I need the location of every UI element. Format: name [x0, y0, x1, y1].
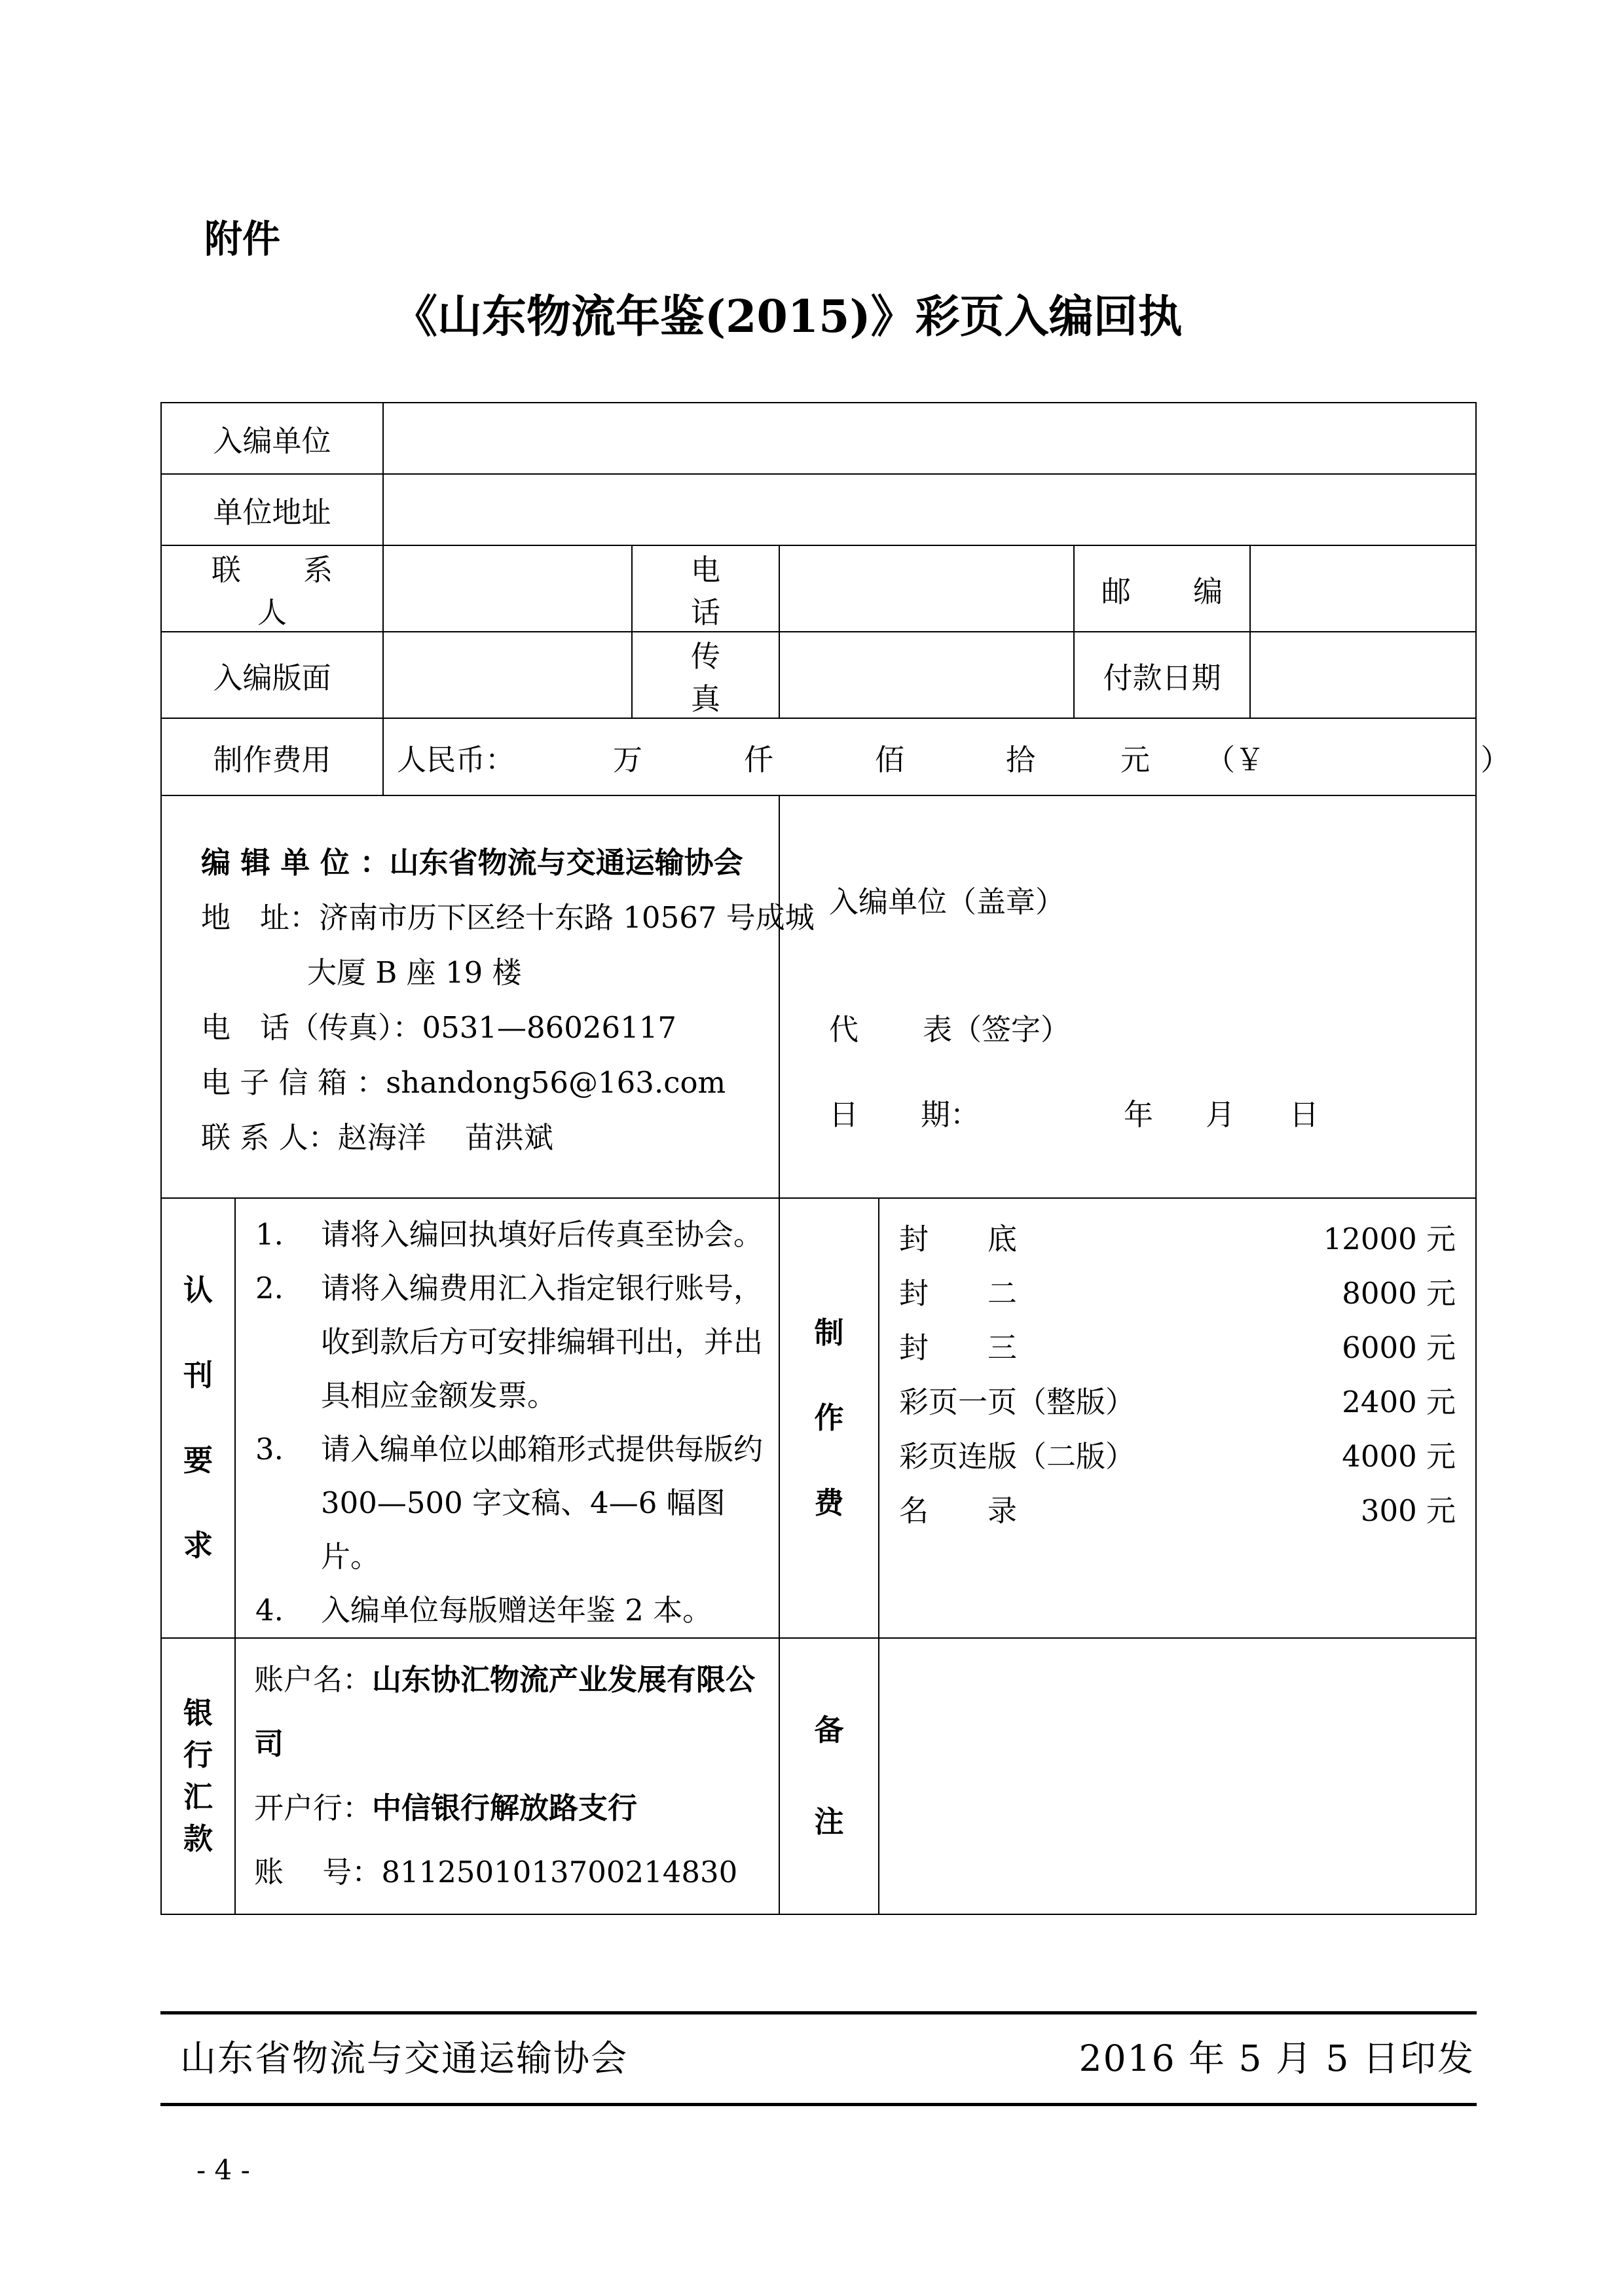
- list-item: 1. 请将入编回执填好后传真至协会。: [255, 1217, 764, 1252]
- fee-label: 制作费用: [161, 718, 383, 795]
- editor-contacts: 联 系 人：赵海洋 苗洪斌: [201, 1120, 553, 1155]
- editor-address-cont: 大厦 B 座 19 楼: [307, 955, 522, 990]
- editor-info: [161, 795, 815, 1198]
- editor-unit: 编 辑 单 位 ：山东省物流与交通运输协会: [201, 845, 743, 880]
- editor-phone: 电 话（传真）：0531—86026117: [201, 1010, 677, 1045]
- pricing-label: 制 作 费: [779, 1198, 879, 1638]
- account-name: 账户名：山东协汇物流产业发展有限公司: [254, 1662, 756, 1761]
- postcode-field[interactable]: [1250, 545, 1476, 632]
- fee-yuan: 元: [1120, 742, 1151, 777]
- price-row: 彩页一页（整版） 2400 元: [899, 1385, 1456, 1419]
- remarks-label: 备 注: [779, 1638, 879, 1914]
- fee-shi: 拾: [1006, 742, 1036, 777]
- list-item: 3. 请入编单位以邮箱形式提供每版约 300—500 字文稿、4—6 幅图片。: [255, 1432, 764, 1574]
- footer-top-rule: [160, 2011, 1477, 2014]
- price-row: 封 二 8000 元: [899, 1276, 1456, 1311]
- date-label-b: 期：: [921, 1097, 980, 1132]
- attachment-label: 附件: [204, 217, 281, 261]
- footer-bottom-rule: [160, 2103, 1477, 2106]
- requirements-list: [235, 1198, 779, 1638]
- stamp-area[interactable]: [779, 795, 1476, 1198]
- contact-label: 联 系 人: [161, 545, 383, 632]
- price-row: 彩页连版（二版） 4000 元: [899, 1439, 1456, 1474]
- remarks-field[interactable]: [879, 1638, 1476, 1914]
- address-field[interactable]: [383, 474, 1476, 545]
- unit-field[interactable]: [383, 403, 1476, 474]
- fee-qian: 仟: [744, 742, 774, 777]
- pay-date-field[interactable]: [1250, 632, 1476, 718]
- phone-field[interactable]: [779, 545, 1074, 632]
- postcode-label: 邮 编: [1074, 545, 1250, 632]
- fax-field[interactable]: [779, 632, 1074, 718]
- section-label: 入编版面: [161, 632, 383, 718]
- price-row: 名 录 300 元: [899, 1493, 1456, 1528]
- phone-label: 电 话: [632, 545, 779, 632]
- section-field[interactable]: [383, 632, 632, 718]
- editor-address: 地 址：济南市历下区经十东路 10567 号成城: [201, 900, 815, 935]
- document-title: 《山东物流年鉴(2015)》彩页入编回执: [393, 291, 1183, 343]
- rep-label-a: 代: [829, 1012, 859, 1047]
- footer-print-date: 2016 年 5 月 5 日印发: [1079, 2037, 1475, 2079]
- contact-field[interactable]: [383, 545, 632, 632]
- fee-yen-close: ）: [1481, 742, 1511, 777]
- bank-label: 银 行 汇 款: [161, 1638, 235, 1914]
- unit-label: 入编单位: [161, 403, 383, 474]
- address-label: 单位地址: [161, 474, 383, 545]
- price-row: 封 三 6000 元: [899, 1330, 1456, 1365]
- list-item: 2. 请将入编费用汇入指定银行账号，收到款后方可安排编辑刊出，并出具相应金额发票。: [255, 1271, 764, 1413]
- date-day: 日: [1289, 1097, 1320, 1132]
- fee-yen-open: （￥: [1206, 742, 1265, 777]
- receipt-form: [160, 402, 1511, 1915]
- date-year: 年: [1124, 1097, 1154, 1132]
- date-label-a: 日: [829, 1097, 859, 1132]
- list-item: 4. 入编单位每版赠送年鉴 2 本。: [255, 1593, 712, 1628]
- account-number: 账 号：8112501013700214830: [254, 1855, 738, 1889]
- rep-label-b: 表（签字）: [923, 1012, 1071, 1047]
- price-row: 封 底 12000 元: [899, 1222, 1456, 1256]
- pay-date-label: 付款日期: [1074, 632, 1250, 718]
- fee-currency: 人民币：: [397, 742, 515, 777]
- fax-label: 传 真: [632, 632, 779, 718]
- footer-organization: 山东省物流与交通运输协会: [180, 2037, 629, 2079]
- editor-email: 电 子 信 箱 ：shandong56@163.com: [201, 1065, 726, 1100]
- pricing-list: [879, 1198, 1476, 1638]
- seal-label: 入编单位（盖章）: [829, 884, 1065, 919]
- date-month: 月: [1206, 1097, 1236, 1132]
- bank-info: [235, 1638, 779, 1914]
- requirements-label: 认 刊 要 求: [161, 1198, 235, 1638]
- page-number: - 4 -: [196, 2154, 250, 2186]
- fee-bai: 佰: [875, 742, 905, 777]
- fee-amount-field[interactable]: [383, 718, 1511, 795]
- fee-wan: 万: [613, 742, 643, 777]
- bank-name: 开户行：中信银行解放路支行: [254, 1791, 638, 1825]
